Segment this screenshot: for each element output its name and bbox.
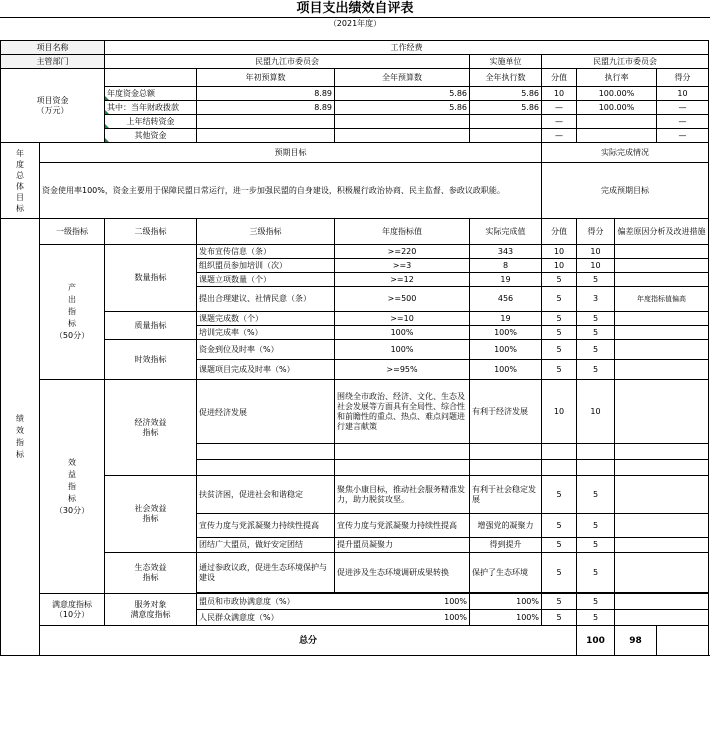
row-funds-header	[1, 69, 709, 87]
perf-row: 组织盟员参加培训（次） >=3 8 10 10	[1, 259, 709, 273]
perf-row: 时效指标 资金到位及时率（%） 100% 100% 5 5	[1, 340, 709, 360]
row-goal-content	[1, 163, 709, 219]
perf-header: 实际完成值	[470, 219, 542, 245]
unit-value: 民盟九江市委员会	[542, 55, 709, 69]
row-department	[1, 55, 709, 69]
eco-label: 生态效益 指标	[105, 553, 197, 594]
funds-header: 全年预算数	[335, 69, 470, 87]
funds-header: 全年执行数	[470, 69, 542, 87]
perf-header: 得分	[577, 219, 615, 245]
perf-row: 课题项目完成及时率（%） >=95% 100% 5 5	[1, 360, 709, 380]
row-goal-header	[1, 143, 709, 163]
expected-goal-text: 资金使用率100%，资金主要用于保障民盟日常运行，进一步加强民盟的自身建设，积极履行政治协商、民主监督、参政议政职能。	[40, 163, 542, 219]
funds-row: 上年结转资金 — —	[1, 115, 709, 129]
goal-side-label: 年 度 总 体 目 标	[1, 143, 40, 219]
funds-header: 年初预算数	[197, 69, 335, 87]
perf-row: 团结广大盟员，做好安定团结 提升盟员凝聚力 得到提升 5 5	[1, 538, 709, 553]
perf-header: 偏差原因分析及改进措施	[615, 219, 709, 245]
funds-label: 项目资金 （万元）	[1, 69, 105, 143]
output-label: 产 出 指 标 （50分）	[40, 245, 105, 380]
total-got: 98	[615, 626, 657, 656]
form-title: 项目支出绩效自评表	[296, 1, 414, 16]
perf-row: 产 出 指 标 （50分） 数量指标 发布宣传信息（条） >=220 343 10 10	[1, 245, 709, 259]
actual-goal-text: 完成预期目标	[542, 163, 709, 219]
perf-row: 满意度指标 （10分） 服务对象 满意度指标 盟员和市政协满意度（%） 100% 100% 5 5	[1, 594, 709, 610]
perf-row: 提出合理建议、社情民意（条） >=500 456 5 3 年度指标值偏高	[1, 287, 709, 312]
perf-header: 三级指标	[197, 219, 335, 245]
row-total	[1, 626, 709, 656]
row-project-name	[1, 41, 709, 55]
perf-row: 培训完成率（%） 100% 100% 5 5	[1, 326, 709, 340]
project-name-value: 工作经费	[105, 41, 709, 55]
funds-row: 其中：当年财政拨款 8.89 5.86 5.86 — 100.00% —	[1, 101, 709, 115]
dept-label: 主管部门	[1, 55, 105, 69]
perf-row: 生态效益 指标 通过参政议政，促进生态环境保护与建设 促进涉及生态环境调研成果转换 保护了生态环境 5 5	[1, 553, 709, 593]
perf-row: 宣传力度与党派凝聚力持续性提高 宣传力度与党派凝聚力持续性提高 增强党的凝聚力 5 5	[1, 514, 709, 538]
funds-header: 执行率	[577, 69, 657, 87]
benefit-label: 效 益 指 标 （30分）	[40, 380, 105, 594]
perf-header: 分值	[542, 219, 577, 245]
perf-row: 效 益 指 标 （30分） 经济效益 指标 促进经济发展 围绕全市政治、经济、文化、生态及社会发展等方面具有全局性、综合性和前瞻性的重点、热点、难点问题进行建言献策 有利于经济发展 10 10	[1, 380, 709, 444]
sat-sub-label: 服务对象 满意度指标	[105, 594, 197, 626]
perf-row: 人民群众满意度（%） 100% 100% 5 5	[1, 610, 709, 626]
evaluation-table	[0, 40, 709, 656]
total-score: 100	[577, 626, 615, 656]
social-label: 社会效益 指标	[105, 476, 197, 553]
row-perf-header	[1, 219, 709, 245]
perf-header: 年度指标值	[335, 219, 470, 245]
actual-goal-header: 实际完成情况	[542, 143, 709, 163]
perf-side-label: 绩 效 指 标	[1, 219, 40, 656]
perf-row: 质量指标 课题完成数（个） >=10 19 5 5	[1, 312, 709, 326]
sat-label: 满意度指标 （10分）	[40, 594, 105, 626]
expected-goal-header: 预期目标	[40, 143, 542, 163]
econ-label: 经济效益 指标	[105, 380, 197, 476]
perf-row: 课题立项数量（个） >=12 19 5 5	[1, 273, 709, 287]
funds-header: 分值	[542, 69, 577, 87]
perf-header: 一级指标	[40, 219, 105, 245]
time-label: 时效指标	[105, 340, 197, 380]
perf-header: 二级指标	[105, 219, 197, 245]
unit-label: 实施单位	[470, 55, 542, 69]
funds-row: 其他资金 — —	[1, 129, 709, 143]
qty-label: 数量指标	[105, 245, 197, 312]
funds-header: 得分	[657, 69, 709, 87]
funds-row: 年度资金总额 8.89 5.86 5.86 10 100.00% 10	[1, 87, 709, 101]
dept-value: 民盟九江市委员会	[105, 55, 470, 69]
quality-label: 质量指标	[105, 312, 197, 340]
total-label: 总分	[40, 626, 577, 656]
perf-row: 社会效益 指标 扶贫济困，促进社会和谐稳定 聚焦小康目标，推动社会服务精准发力，助力脱贫攻坚。 有利于社会稳定发展 5 5	[1, 476, 709, 514]
form-year: （2021年度）	[0, 17, 710, 38]
project-name-label: 项目名称	[1, 41, 105, 55]
